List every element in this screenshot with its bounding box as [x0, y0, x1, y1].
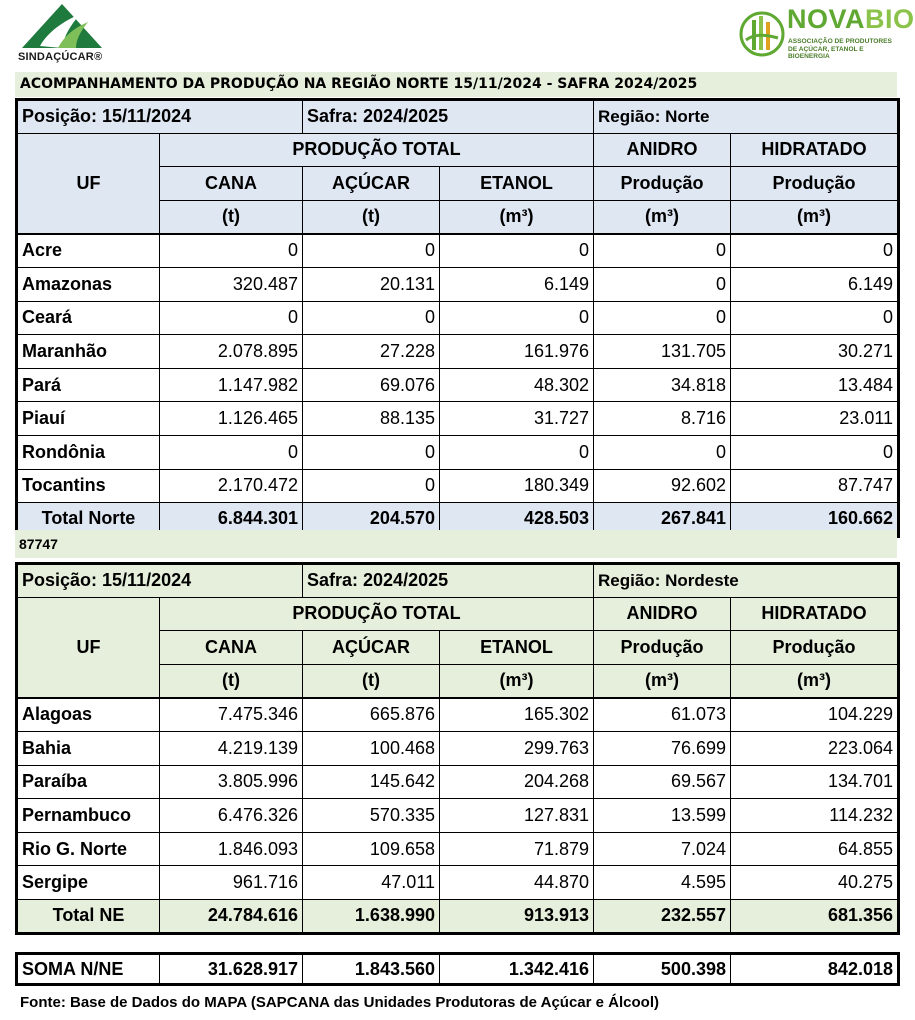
- table-row: [17, 402, 899, 436]
- norte-acucar-cell: 88.135: [303, 402, 440, 436]
- nordeste-regiao: Região: Nordeste: [594, 564, 899, 598]
- norte-hidratado-cell: 0: [731, 301, 899, 335]
- nordeste-uf-cell: Sergipe: [17, 866, 160, 900]
- norte-acucar-cell: 0: [303, 469, 440, 503]
- norte-etanol-cell: 180.349: [440, 469, 594, 503]
- norte-safra: Safra: 2024/2025: [303, 100, 594, 134]
- soma-acucar: 1.843.560: [303, 954, 440, 985]
- norte-uf-cell: Tocantins: [17, 469, 160, 503]
- norte-cana-cell: 2.170.472: [160, 469, 303, 503]
- nordeste-producao-total-header: PRODUÇÃO TOTAL: [160, 597, 594, 631]
- table-row: [17, 832, 899, 866]
- nordeste-etanol-header: ETANOL: [440, 631, 594, 665]
- norte-acucar-cell: 69.076: [303, 368, 440, 402]
- nordeste-cana-cell: 4.219.139: [160, 731, 303, 765]
- norte-acucar-cell: 0: [303, 234, 440, 268]
- norte-anidro-cell: 92.602: [594, 469, 731, 503]
- norte-uf-cell: Ceará: [17, 301, 160, 335]
- norte-etanol-cell: 0: [440, 435, 594, 469]
- norte-cana-cell: 1.126.465: [160, 402, 303, 436]
- table-row: [17, 335, 899, 369]
- nordeste-etanol-cell: 127.831: [440, 799, 594, 833]
- soma-etanol: 1.342.416: [440, 954, 594, 985]
- norte-regiao: Região: Norte: [594, 100, 899, 134]
- nordeste-cana-cell: 1.846.093: [160, 832, 303, 866]
- nordeste-anidro-cell: 4.595: [594, 866, 731, 900]
- norte-uf-cell: Amazonas: [17, 267, 160, 301]
- norte-etanol-cell: 6.149: [440, 267, 594, 301]
- norte-cana-header: CANA: [160, 167, 303, 201]
- norte-etanol-header: ETANOL: [440, 167, 594, 201]
- norte-anidro-cell: 0: [594, 267, 731, 301]
- nordeste-cana-cell: 961.716: [160, 866, 303, 900]
- nordeste-anidro-cell: 13.599: [594, 799, 731, 833]
- table-row: [17, 234, 899, 268]
- soma-cana: 31.628.917: [160, 954, 303, 985]
- norte-hidratado-cell: 13.484: [731, 368, 899, 402]
- norte-anidro-cell: 0: [594, 435, 731, 469]
- norte-hidratado-cell: 30.271: [731, 335, 899, 369]
- norte-cana-cell: 0: [160, 234, 303, 268]
- nordeste-uf-cell: Paraíba: [17, 765, 160, 799]
- nordeste-cana-cell: 6.476.326: [160, 799, 303, 833]
- nordeste-etanol-cell: 44.870: [440, 866, 594, 900]
- nordeste-anidro-header: ANIDRO: [594, 597, 731, 631]
- table-row: [17, 368, 899, 402]
- nordeste-anidro-cell: 76.699: [594, 731, 731, 765]
- nordeste-unit-acucar: (t): [303, 664, 440, 698]
- nordeste-hidratado-cell: 114.232: [731, 799, 899, 833]
- norte-unit-hidratado: (m³): [731, 200, 899, 234]
- novabio-subtitle: ASSOCIAÇÃO DE PRODUTORES DE AÇÚCAR, ETANOL E BIOENERGIA: [788, 38, 892, 61]
- novabio-logo-text: NOVABIO: [787, 4, 915, 34]
- nordeste-etanol-cell: 71.879: [440, 832, 594, 866]
- norte-etanol-cell: 48.302: [440, 368, 594, 402]
- norte-uf-cell: Rondônia: [17, 435, 160, 469]
- norte-acucar-header: AÇÚCAR: [303, 167, 440, 201]
- nordeste-anidro-cell: 7.024: [594, 832, 731, 866]
- nordeste-etanol-cell: 299.763: [440, 731, 594, 765]
- norte-uf-header: UF: [17, 133, 160, 234]
- nordeste-acucar-cell: 145.642: [303, 765, 440, 799]
- norte-table: [15, 98, 900, 538]
- nordeste-uf-header: UF: [17, 597, 160, 698]
- nordeste-total-acucar: 1.638.990: [303, 899, 440, 933]
- nordeste-hidratado-cell: 104.229: [731, 698, 899, 732]
- nordeste-etanol-cell: 204.268: [440, 765, 594, 799]
- norte-hidratado-cell: 6.149: [731, 267, 899, 301]
- sindacucar-logo-text: SINDAÇÚCAR®: [18, 51, 103, 63]
- norte-etanol-cell: 0: [440, 234, 594, 268]
- nordeste-total-anidro: 232.557: [594, 899, 731, 933]
- norte-etanol-cell: 161.976: [440, 335, 594, 369]
- nordeste-hidratado-cell: 134.701: [731, 765, 899, 799]
- soma-table: [15, 952, 900, 986]
- page-header: [0, 0, 915, 72]
- table-row: [17, 731, 899, 765]
- nordeste-acucar-cell: 100.468: [303, 731, 440, 765]
- norte-acucar-cell: 27.228: [303, 335, 440, 369]
- norte-cana-cell: 0: [160, 435, 303, 469]
- nordeste-acucar-cell: 570.335: [303, 799, 440, 833]
- soma-hidratado: 842.018: [731, 954, 899, 985]
- norte-hidratado-cell: 0: [731, 234, 899, 268]
- norte-cana-cell: 2.078.895: [160, 335, 303, 369]
- nordeste-table: [15, 562, 900, 935]
- norte-acucar-cell: 0: [303, 301, 440, 335]
- table-row: [17, 866, 899, 900]
- norte-hidratado-cell: 23.011: [731, 402, 899, 436]
- nordeste-acucar-cell: 665.876: [303, 698, 440, 732]
- nordeste-unit-cana: (t): [160, 664, 303, 698]
- norte-total-acucar: 204.570: [303, 503, 440, 537]
- nordeste-uf-cell: Rio G. Norte: [17, 832, 160, 866]
- norte-producao-total-header: PRODUÇÃO TOTAL: [160, 133, 594, 167]
- norte-cana-cell: 320.487: [160, 267, 303, 301]
- norte-producao-hidratado-header: Produção: [731, 167, 899, 201]
- norte-anidro-cell: 34.818: [594, 368, 731, 402]
- norte-total-etanol: 428.503: [440, 503, 594, 537]
- nordeste-acucar-cell: 109.658: [303, 832, 440, 866]
- nordeste-unit-anidro: (m³): [594, 664, 731, 698]
- nordeste-cana-cell: 3.805.996: [160, 765, 303, 799]
- nordeste-cana-header: CANA: [160, 631, 303, 665]
- norte-uf-cell: Piauí: [17, 402, 160, 436]
- nordeste-cana-cell: 7.475.346: [160, 698, 303, 732]
- norte-unit-cana: (t): [160, 200, 303, 234]
- nordeste-uf-cell: Bahia: [17, 731, 160, 765]
- table-row: [17, 698, 899, 732]
- norte-acucar-cell: 20.131: [303, 267, 440, 301]
- nordeste-acucar-header: AÇÚCAR: [303, 631, 440, 665]
- nordeste-total-label: Total NE: [17, 899, 160, 933]
- norte-anidro-cell: 0: [594, 301, 731, 335]
- nordeste-total-etanol: 913.913: [440, 899, 594, 933]
- norte-etanol-cell: 0: [440, 301, 594, 335]
- norte-unit-etanol: (m³): [440, 200, 594, 234]
- norte-uf-cell: Acre: [17, 234, 160, 268]
- norte-hidratado-cell: 87.747: [731, 469, 899, 503]
- norte-total-label: Total Norte: [17, 503, 160, 537]
- nordeste-hidratado-cell: 223.064: [731, 731, 899, 765]
- norte-uf-cell: Pará: [17, 368, 160, 402]
- norte-hidratado-header: HIDRATADO: [731, 133, 899, 167]
- nordeste-anidro-cell: 61.073: [594, 698, 731, 732]
- nordeste-hidratado-cell: 64.855: [731, 832, 899, 866]
- nordeste-unit-etanol: (m³): [440, 664, 594, 698]
- norte-total-cana: 6.844.301: [160, 503, 303, 537]
- spacer-value: 87747: [15, 530, 897, 558]
- nordeste-producao-anidro-header: Produção: [594, 631, 731, 665]
- norte-posicao: Posição: 15/11/2024: [17, 100, 303, 134]
- nordeste-uf-cell: Alagoas: [17, 698, 160, 732]
- nordeste-hidratado-cell: 40.275: [731, 866, 899, 900]
- norte-unit-acucar: (t): [303, 200, 440, 234]
- report-title: ACOMPANHAMENTO DA PRODUÇÃO NA REGIÃO NORTE 15/11/2024 - SAFRA 2024/2025: [15, 72, 897, 97]
- norte-total-hidratado: 160.662: [731, 503, 899, 537]
- table-row: [17, 469, 899, 503]
- nordeste-hidratado-header: HIDRATADO: [731, 597, 899, 631]
- table-row: [17, 799, 899, 833]
- nordeste-acucar-cell: 47.011: [303, 866, 440, 900]
- source-footer: Fonte: Base de Dados do MAPA (SAPCANA das Unidades Produtoras de Açúcar e Álcool): [20, 994, 659, 1011]
- norte-unit-anidro: (m³): [594, 200, 731, 234]
- soma-anidro: 500.398: [594, 954, 731, 985]
- nordeste-total-cana: 24.784.616: [160, 899, 303, 933]
- norte-total-anidro: 267.841: [594, 503, 731, 537]
- norte-anidro-cell: 8.716: [594, 402, 731, 436]
- norte-anidro-header: ANIDRO: [594, 133, 731, 167]
- soma-label: SOMA N/NE: [17, 954, 160, 985]
- norte-producao-anidro-header: Produção: [594, 167, 731, 201]
- table-row: [17, 301, 899, 335]
- norte-acucar-cell: 0: [303, 435, 440, 469]
- norte-hidratado-cell: 0: [731, 435, 899, 469]
- table-row: [17, 435, 899, 469]
- nordeste-uf-cell: Pernambuco: [17, 799, 160, 833]
- norte-uf-cell: Maranhão: [17, 335, 160, 369]
- nordeste-safra: Safra: 2024/2025: [303, 564, 594, 598]
- norte-etanol-cell: 31.727: [440, 402, 594, 436]
- table-row: [17, 267, 899, 301]
- norte-anidro-cell: 0: [594, 234, 731, 268]
- nordeste-unit-hidratado: (m³): [731, 664, 899, 698]
- nordeste-etanol-cell: 165.302: [440, 698, 594, 732]
- norte-cana-cell: 1.147.982: [160, 368, 303, 402]
- nordeste-producao-hidratado-header: Produção: [731, 631, 899, 665]
- nordeste-anidro-cell: 69.567: [594, 765, 731, 799]
- nordeste-total-hidratado: 681.356: [731, 899, 899, 933]
- norte-cana-cell: 0: [160, 301, 303, 335]
- norte-anidro-cell: 131.705: [594, 335, 731, 369]
- nordeste-posicao: Posição: 15/11/2024: [17, 564, 303, 598]
- table-row: [17, 765, 899, 799]
